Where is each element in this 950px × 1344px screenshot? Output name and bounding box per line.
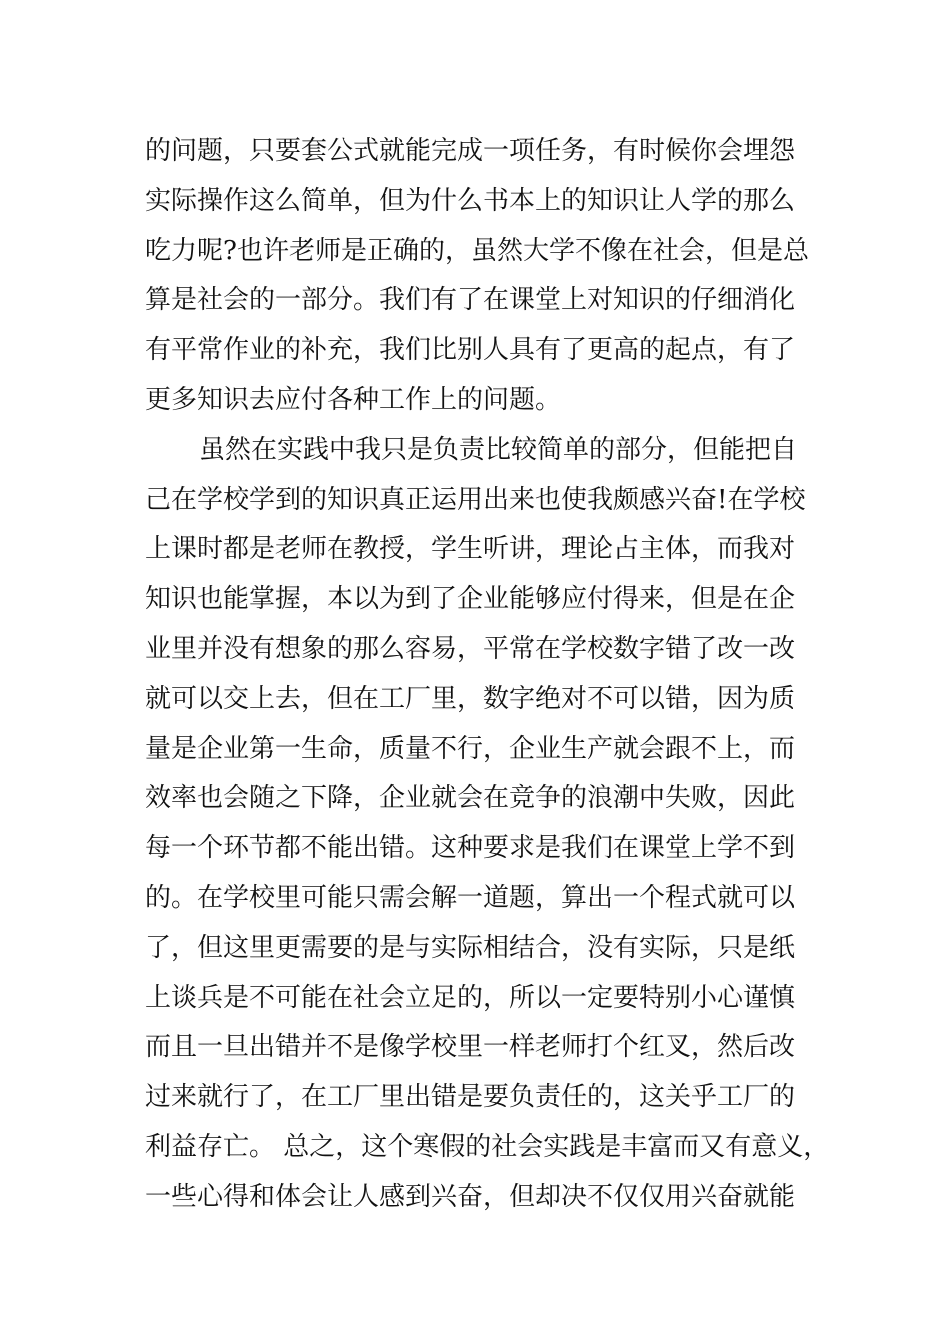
text-line: 就可以交上去，但在工厂里，数字绝对不可以错，因为质 xyxy=(145,683,796,714)
text-line: 而且一旦出错并不是像学校里一样老师打个红叉，然后改 xyxy=(145,1032,796,1063)
text-line: 的。在学校里可能只需会解一道题，算出一个程式就可以 xyxy=(145,882,796,913)
text-line: 算是社会的一部分。我们有了在课堂上对知识的仔细消化 xyxy=(145,285,796,316)
text-line: 吃力呢?也许老师是正确的，虽然大学不像在社会，但是总 xyxy=(145,235,809,266)
text-line: 一些心得和体会让人感到兴奋，但却决不仅仅用兴奋就能 xyxy=(145,1181,796,1212)
text-line: 业里并没有想象的那么容易，平常在学校数字错了改一改 xyxy=(145,633,796,664)
body-text xyxy=(145,127,835,1223)
text-line: 每一个环节都不能出错。这种要求是我们在课堂上学不到 xyxy=(145,833,796,864)
text-line: 有平常作业的补充，我们比别人具有了更高的起点，有了 xyxy=(145,335,796,366)
text-line: 过来就行了，在工厂里出错是要负责任的，这关乎工厂的 xyxy=(145,1082,796,1113)
text-line: 更多知识去应付各种工作上的问题。 xyxy=(145,384,562,415)
text-line: 利益存亡。 总之，这个寒假的社会实践是丰富而又有意义， xyxy=(145,1131,830,1162)
text-line: 量是企业第一生命，质量不行，企业生产就会跟不上，而 xyxy=(145,733,796,764)
text-line: 实际操作这么简单，但为什么书本上的知识让人学的那么 xyxy=(145,185,796,216)
text-line: 知识也能掌握，本以为到了企业能够应付得来，但是在企 xyxy=(145,584,796,615)
text-line: 的问题，只要套公式就能完成一项任务，有时候你会埋怨 xyxy=(145,136,796,166)
text-line: 效率也会随之下降，企业就会在竞争的浪潮中失败，因此 xyxy=(145,783,796,814)
text-line: 了，但这里更需要的是与实际相结合，没有实际，只是纸 xyxy=(145,932,796,963)
text-line: 虽然在实践中我只是负责比较简单的部分，但能把自 xyxy=(199,434,798,465)
text-line: 上课时都是老师在教授，学生听讲，理论占主体，而我对 xyxy=(145,534,796,565)
text-line: 上谈兵是不可能在社会立足的，所以一定要特别小心谨慎 xyxy=(145,982,796,1013)
text-line: 己在学校学到的知识真正运用出来也使我颇感兴奋!在学校 xyxy=(145,484,806,515)
